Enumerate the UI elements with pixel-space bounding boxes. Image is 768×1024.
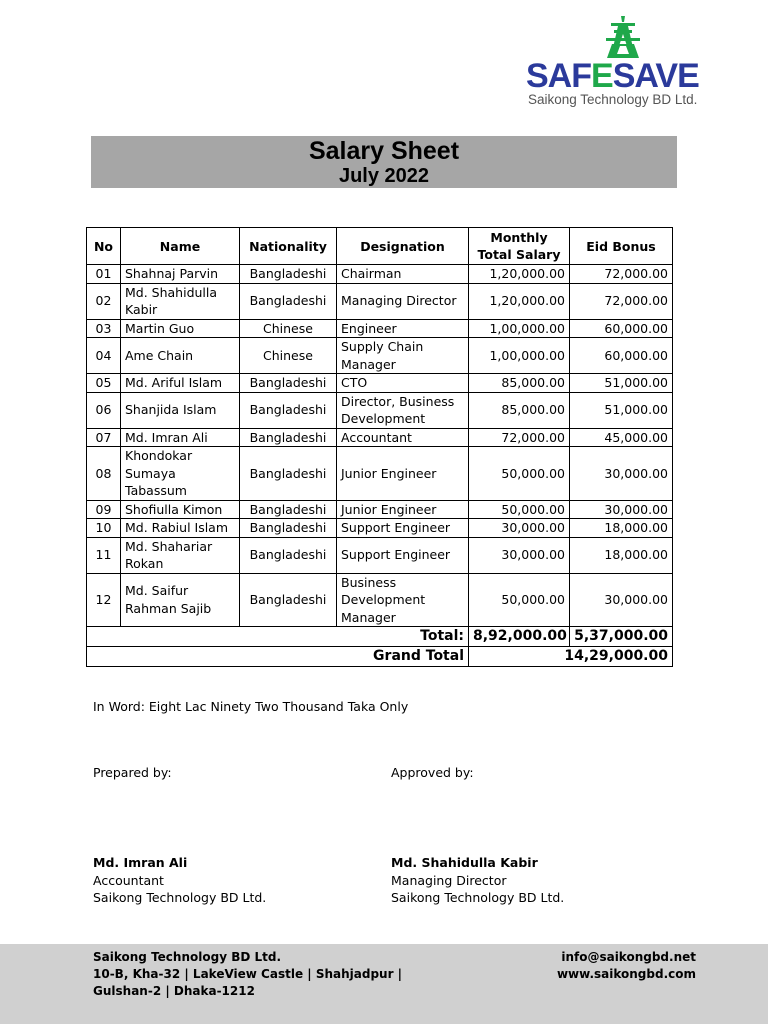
cell-no: 01 xyxy=(87,265,121,284)
approver-name: Md. Shahidulla Kabir xyxy=(391,855,538,870)
footer-website[interactable]: www.saikongbd.com xyxy=(556,967,696,981)
cell-name: Shofiulla Kimon xyxy=(121,500,240,519)
cell-salary: 30,000.00 xyxy=(469,537,570,573)
tower-icon xyxy=(526,14,721,62)
cell-name: Md. Ariful Islam xyxy=(121,374,240,393)
preparer-company: Saikong Technology BD Ltd. xyxy=(93,890,267,905)
table-row xyxy=(87,319,673,338)
cell-name: Ame Chain xyxy=(121,338,240,374)
cell-name: Md. Rabiul Islam xyxy=(121,519,240,538)
cell-no: 06 xyxy=(87,392,121,428)
preparer-signature-block xyxy=(93,854,266,907)
preparer-role: Accountant xyxy=(93,872,164,888)
approver-company: Saikong Technology BD Ltd. xyxy=(391,890,565,905)
cell-designation: Director, Business Development xyxy=(337,392,469,428)
cell-salary: 30,000.00 xyxy=(469,519,570,538)
cell-salary: 85,000.00 xyxy=(469,374,570,393)
cell-nationality: Bangladeshi xyxy=(240,500,337,519)
cell-salary: 1,00,000.00 xyxy=(469,338,570,374)
total-salary: 8,92,000.00 xyxy=(469,627,570,647)
brand-wordmark: SAFESAVE xyxy=(526,57,699,95)
cell-salary: 50,000.00 xyxy=(469,500,570,519)
cell-bonus: 72,000.00 xyxy=(570,283,673,319)
cell-no: 07 xyxy=(87,428,121,447)
cell-nationality: Chinese xyxy=(240,338,337,374)
cell-no: 11 xyxy=(87,537,121,573)
cell-bonus: 60,000.00 xyxy=(570,338,673,374)
brand-subtitle: Saikong Technology BD Ltd. xyxy=(528,92,698,107)
table-row xyxy=(87,265,673,284)
cell-name: Shanjida Islam xyxy=(121,392,240,428)
cell-bonus: 30,000.00 xyxy=(570,500,673,519)
cell-designation: Engineer xyxy=(337,319,469,338)
cell-name: Md. Saifur Rahman Sajib xyxy=(121,573,240,627)
footer-contact xyxy=(557,949,696,983)
cell-nationality: Bangladeshi xyxy=(240,447,337,501)
page-footer xyxy=(0,944,768,1024)
table-row xyxy=(87,447,673,501)
cell-nationality: Bangladeshi xyxy=(240,573,337,627)
cell-bonus: 60,000.00 xyxy=(570,319,673,338)
header-no: No xyxy=(87,228,121,265)
cell-bonus: 18,000.00 xyxy=(570,519,673,538)
table-row xyxy=(87,537,673,573)
cell-salary: 72,000.00 xyxy=(469,428,570,447)
cell-no: 03 xyxy=(87,319,121,338)
cell-name: Khondokar Sumaya Tabassum xyxy=(121,447,240,501)
cell-designation: Support Engineer xyxy=(337,519,469,538)
prepared-by-label: Prepared by: xyxy=(93,765,172,780)
cell-designation: Business Development Manager xyxy=(337,573,469,627)
cell-bonus: 45,000.00 xyxy=(570,428,673,447)
cell-bonus: 30,000.00 xyxy=(570,447,673,501)
cell-designation: Managing Director xyxy=(337,283,469,319)
preparer-name: Md. Imran Ali xyxy=(93,855,188,870)
cell-bonus: 51,000.00 xyxy=(570,392,673,428)
total-row xyxy=(87,627,673,647)
cell-designation: CTO xyxy=(337,374,469,393)
cell-designation: Supply Chain Manager xyxy=(337,338,469,374)
cell-nationality: Bangladeshi xyxy=(240,537,337,573)
approver-signature-block xyxy=(391,854,564,907)
table-row xyxy=(87,500,673,519)
cell-no: 04 xyxy=(87,338,121,374)
footer-address-line2: Gulshan-2 | Dhaka-1212 xyxy=(93,984,255,998)
company-logo xyxy=(526,14,721,110)
cell-designation: Accountant xyxy=(337,428,469,447)
table-row xyxy=(87,338,673,374)
table-row xyxy=(87,573,673,627)
cell-bonus: 51,000.00 xyxy=(570,374,673,393)
grand-total-row xyxy=(87,647,673,667)
cell-name: Shahnaj Parvin xyxy=(121,265,240,284)
cell-salary: 85,000.00 xyxy=(469,392,570,428)
header-salary: Monthly Total Salary xyxy=(469,228,570,265)
table-row xyxy=(87,392,673,428)
amount-in-words: In Word: Eight Lac Ninety Two Thousand Taka Only xyxy=(93,699,409,714)
cell-nationality: Bangladeshi xyxy=(240,392,337,428)
cell-nationality: Bangladeshi xyxy=(240,519,337,538)
cell-nationality: Chinese xyxy=(240,319,337,338)
total-bonus: 5,37,000.00 xyxy=(570,627,673,647)
header-designation: Designation xyxy=(337,228,469,265)
cell-nationality: Bangladeshi xyxy=(240,265,337,284)
table-row xyxy=(87,283,673,319)
cell-nationality: Bangladeshi xyxy=(240,428,337,447)
footer-company: Saikong Technology BD Ltd. xyxy=(93,950,282,964)
cell-bonus: 30,000.00 xyxy=(570,573,673,627)
grand-total-value: 14,29,000.00 xyxy=(469,647,673,667)
title-banner xyxy=(91,136,677,188)
approved-by-label: Approved by: xyxy=(391,765,474,780)
cell-designation: Support Engineer xyxy=(337,537,469,573)
cell-name: Md. Imran Ali xyxy=(121,428,240,447)
table-header-row xyxy=(87,228,673,265)
grand-total-label: Grand Total xyxy=(87,647,469,667)
page-subtitle: July 2022 xyxy=(338,165,430,187)
cell-name: Martin Guo xyxy=(121,319,240,338)
cell-no: 02 xyxy=(87,283,121,319)
cell-no: 10 xyxy=(87,519,121,538)
table-row xyxy=(87,428,673,447)
table-row xyxy=(87,519,673,538)
total-label: Total: xyxy=(87,627,469,647)
salary-table xyxy=(86,227,673,667)
header-nationality: Nationality xyxy=(240,228,337,265)
footer-address-line1: 10-B, Kha-32 | LakeView Castle | Shahjadpur | xyxy=(93,967,403,981)
cell-no: 08 xyxy=(87,447,121,501)
cell-nationality: Bangladeshi xyxy=(240,283,337,319)
cell-nationality: Bangladeshi xyxy=(240,374,337,393)
cell-no: 09 xyxy=(87,500,121,519)
cell-salary: 50,000.00 xyxy=(469,573,570,627)
cell-no: 05 xyxy=(87,374,121,393)
cell-name: Md. Shahariar Rokan xyxy=(121,537,240,573)
header-bonus: Eid Bonus xyxy=(570,228,673,265)
table-row xyxy=(87,374,673,393)
footer-email[interactable]: info@saikongbd.net xyxy=(561,950,696,964)
cell-salary: 1,20,000.00 xyxy=(469,283,570,319)
approver-role: Managing Director xyxy=(391,872,507,888)
cell-designation: Junior Engineer xyxy=(337,500,469,519)
cell-designation: Chairman xyxy=(337,265,469,284)
page-title: Salary Sheet xyxy=(308,137,460,165)
cell-salary: 1,00,000.00 xyxy=(469,319,570,338)
cell-name: Md. Shahidulla Kabir xyxy=(121,283,240,319)
cell-salary: 1,20,000.00 xyxy=(469,265,570,284)
cell-designation: Junior Engineer xyxy=(337,447,469,501)
cell-bonus: 72,000.00 xyxy=(570,265,673,284)
footer-address xyxy=(93,949,402,1000)
cell-no: 12 xyxy=(87,573,121,627)
cell-bonus: 18,000.00 xyxy=(570,537,673,573)
header-name: Name xyxy=(121,228,240,265)
cell-salary: 50,000.00 xyxy=(469,447,570,501)
